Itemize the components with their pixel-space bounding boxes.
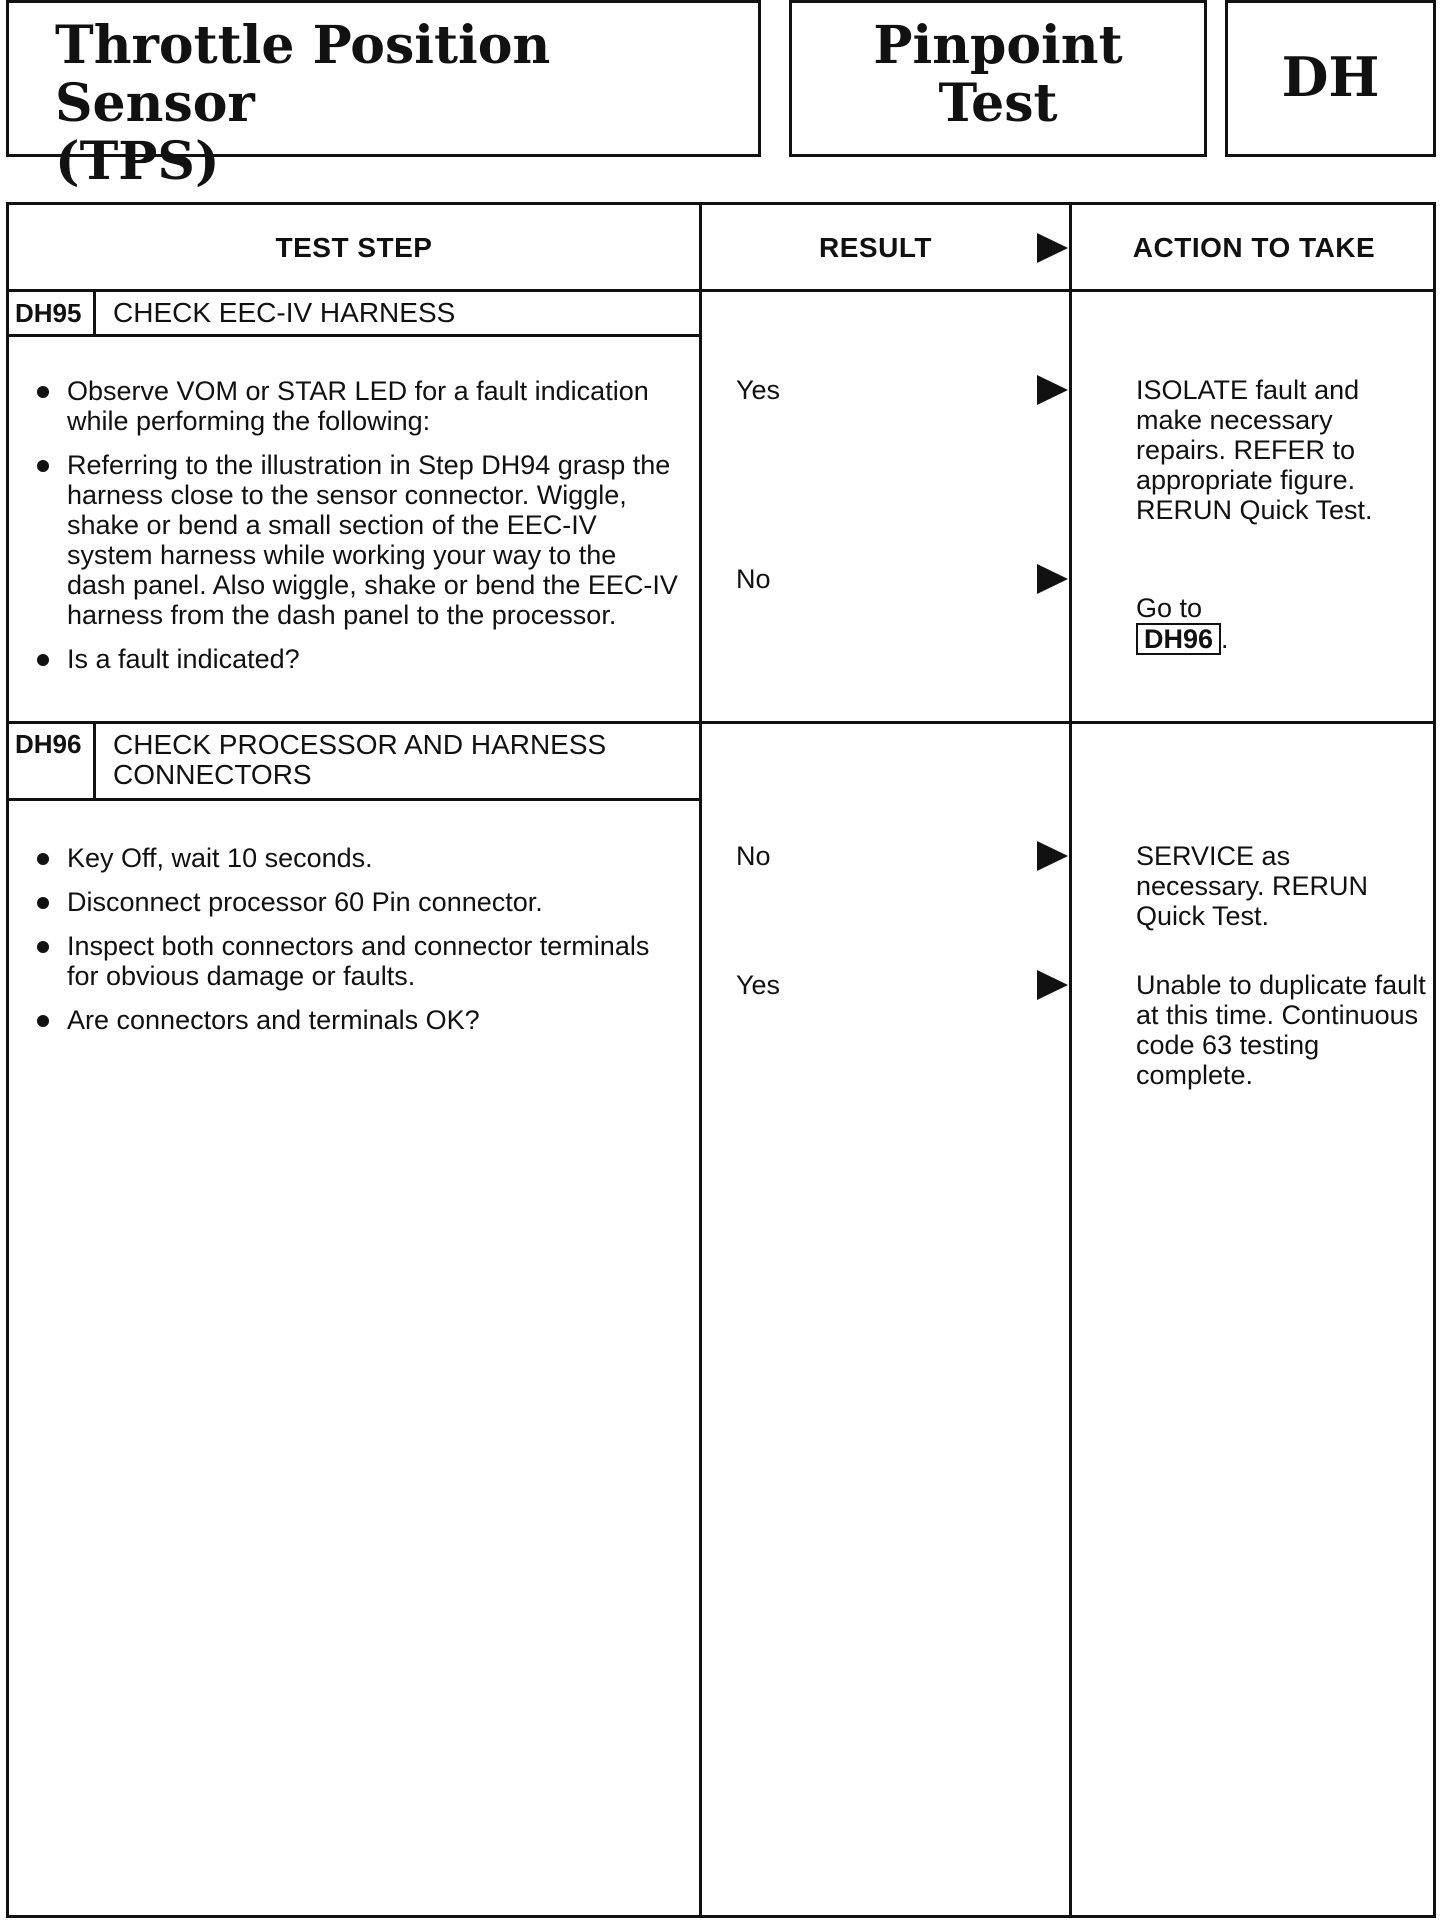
result-label: Yes	[736, 375, 781, 405]
list-item: Referring to the illustration in Step DH94 grasp the harness close to the sensor connector. Wiggle, shake or bend a small section of the EEC-IV system harness while working your way to the dash panel. Also wiggle, shake or bend the EEC-IV harness from the dash panel to the processor.	[9, 450, 689, 630]
section-code: DH	[1281, 45, 1380, 109]
step-id: DH96	[9, 724, 96, 798]
arrow-right-icon	[1037, 375, 1068, 405]
section-code-box	[1225, 0, 1436, 157]
step-instructions	[9, 376, 689, 688]
list-item: Disconnect processor 60 Pin connector.	[9, 887, 689, 917]
step-heading	[9, 724, 699, 801]
column-header-action: ACTION TO TAKE	[1132, 232, 1376, 263]
step-instructions	[9, 843, 689, 1049]
result-label: No	[736, 564, 771, 594]
column-header-test-step: TEST STEP	[275, 232, 433, 263]
arrow-right-icon	[1037, 841, 1068, 871]
arrow-right-icon	[1037, 970, 1068, 1000]
goto-step-reference[interactable]: DH96	[1136, 623, 1221, 655]
arrow-right-icon	[1037, 564, 1068, 594]
list-item: Inspect both connectors and connector terminals for obvious damage or faults.	[9, 931, 689, 991]
action-text	[1136, 563, 1426, 655]
result-label: Yes	[736, 970, 781, 1000]
column-header-result: RESULT	[819, 232, 932, 263]
step-heading	[9, 292, 699, 337]
column-divider	[699, 205, 702, 1915]
goto-prefix: Go to	[1136, 593, 1203, 623]
step-title: CHECK EEC-IV HARNESS	[113, 297, 456, 328]
title-box	[6, 0, 761, 192]
list-item: Are connectors and terminals OK?	[9, 1005, 689, 1035]
result-label: No	[736, 841, 771, 871]
list-item: Is a fault indicated?	[9, 644, 689, 674]
list-item: Key Off, wait 10 seconds.	[9, 843, 689, 873]
step-title: CHECK PROCESSOR AND HARNESS CONNECTORS	[113, 729, 607, 790]
action-text: Unable to duplicate fault at this time. Continuous code 63 testing complete.	[1136, 970, 1426, 1090]
test-type-label: Pinpoint Test	[873, 15, 1123, 134]
step-id: DH95	[9, 292, 96, 334]
document-title: Throttle Position Sensor (TPS)	[55, 15, 551, 192]
column-divider	[1069, 205, 1072, 1915]
action-text: ISOLATE fault and make necessary repairs. REFER to appropriate figure. RERUN Quick Test.	[1136, 375, 1373, 525]
list-item: Observe VOM or STAR LED for a fault indication while performing the following:	[9, 376, 689, 436]
action-text: SERVICE as necessary. RERUN Quick Test.	[1136, 841, 1369, 931]
goto-suffix: .	[1221, 624, 1229, 654]
test-type-box	[789, 0, 1207, 157]
arrow-right-icon	[1037, 233, 1068, 263]
pinpoint-test-table	[6, 202, 1436, 1918]
